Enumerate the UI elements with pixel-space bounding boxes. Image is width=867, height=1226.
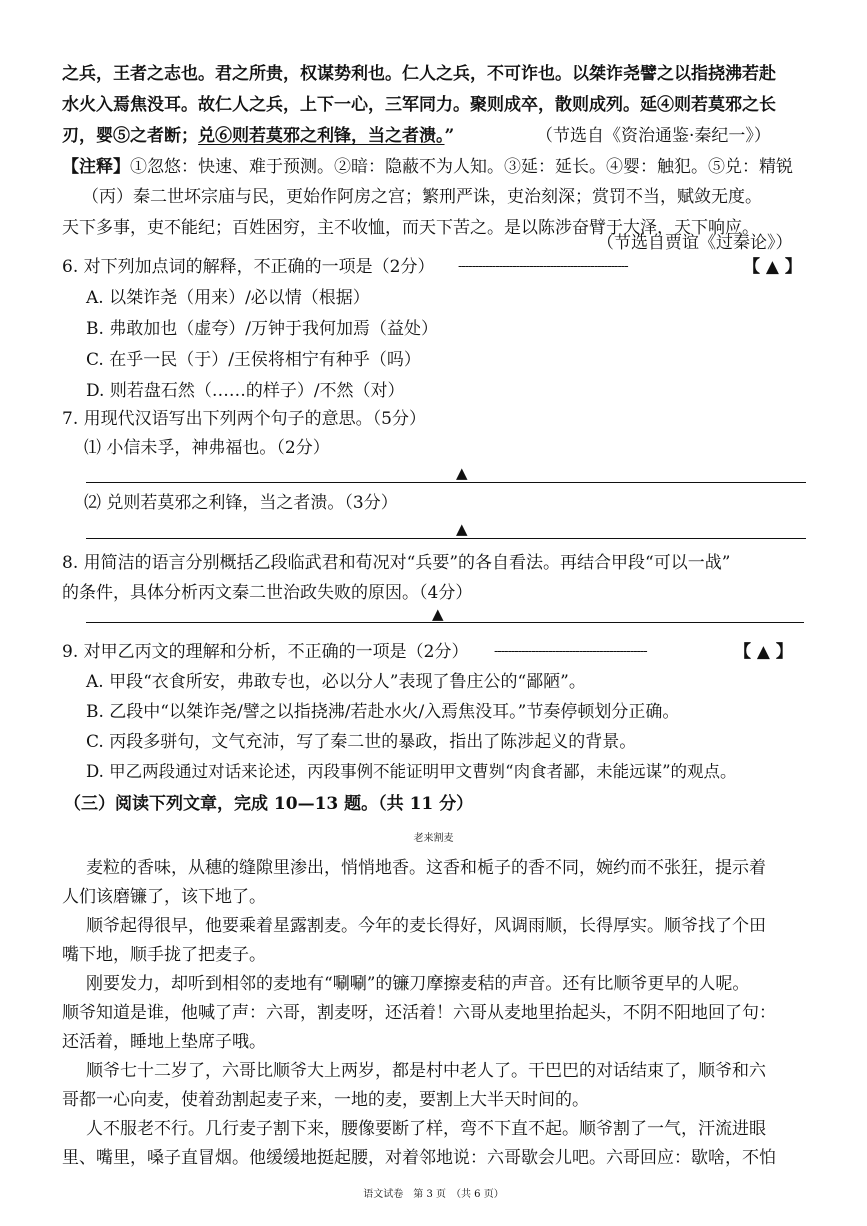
notes-label: 【注释】 [62, 157, 130, 177]
notes-text: ①忽悠：快速、难于预测。②暗：隐蔽不为人知。③延：延长。④婴：触犯。⑤兑：精锐 [130, 157, 793, 177]
q7-answer-line-2[interactable] [86, 538, 806, 539]
passage-yi-source: （节选自《资治通鉴·秦纪一》） [536, 126, 771, 146]
q6-option-c: C. 在乎一民（于）/王侯将相宁有种乎（吗） [86, 350, 421, 370]
passage-bing-line-1: （丙）秦二世坏宗庙与民，更始作阿房之宫；繁刑严诛，吏治刻深；赏罚不当，赋敛无度。 [82, 187, 762, 207]
answer-marker-icon: ▲ [456, 464, 468, 482]
story-line: 顺爷起得很早，他要乘着星露割麦。今年的麦长得好，风调雨顺，长得厚实。顺爷找了个田 [86, 916, 766, 936]
q8-line-2: 的条件，具体分析丙文秦二世治政失败的原因。（4分） [62, 583, 473, 603]
story-line: 刚要发力，却听到相邻的麦地有“唰唰”的镰刀摩擦麦秸的声音。还有比顺爷更早的人呢。 [86, 974, 750, 994]
q6-option-d: D. 则若盘石然（……的样子）/不然（对） [86, 381, 405, 401]
q9-option-d: D. 甲乙两段通过对话来论述，丙段事例不能证明甲文曹刿“肉食者鄙，未能远谋”的观点。 [86, 762, 737, 781]
passage-bing-source: （节选自贾谊《过秦论》） [597, 233, 793, 253]
section-3-heading: （三）阅读下列文章，完成 10—13 题。（共 11 分） [64, 794, 474, 814]
q7-sub-2: ⑵ 兑则若莫邪之利锋，当之者溃。（3分） [84, 493, 398, 513]
story-line: 人们该磨镰了，该下地了。 [62, 887, 266, 907]
passage-yi-line-3-start: 刃，婴⑤之者断； [62, 126, 198, 146]
q7-sub-1: ⑴ 小信未孚，神弗福也。（2分） [84, 438, 330, 458]
story-line: 麦粒的香味，从穗的缝隙里渗出，悄悄地香。这香和栀子的香不同，婉约而不张狂，提示着 [86, 858, 766, 878]
passage-yi-line-2: 水火入焉焦没耳。故仁人之兵，上下一心，三军同力。聚则成卒，散则成列。延④则若莫邪之长 [62, 95, 776, 115]
q8-line-1: 8. 用简洁的语言分别概括乙段临武君和荀况对“兵要”的各自看法。再结合甲段“可以一战” [62, 553, 731, 573]
closing-quote: ” [444, 126, 455, 146]
q8-answer-line[interactable] [86, 622, 804, 623]
q7-answer-line-1[interactable] [86, 482, 806, 483]
passage-yi-line-1: 之兵，王者之志也。君之所贵，权谋势利也。仁人之兵，不可诈也。以桀诈尧譬之以指挠沸若赴 [62, 64, 776, 84]
q7-stem: 7. 用现代汉语写出下列两个句子的意思。（5分） [62, 409, 426, 429]
q6-answer-bracket[interactable]: 【 ▲ 】 [743, 257, 802, 277]
story-title: 老来割麦 [413, 833, 454, 844]
q6-option-a: A. 以桀诈尧（用来）/必以情（根据） [86, 288, 370, 308]
q9-stem: 9. 对甲乙丙文的理解和分析，不正确的一项是（2分） [62, 642, 469, 662]
passage-yi-line-3 [62, 125, 454, 147]
q6-option-b: B. 弗敢加也（虚夸）/万钟于我何加焉（益处） [86, 319, 439, 339]
story-line: 人不服老不行。几行麦子割下来，腰像要断了样，弯不下直不起。顺爷割了一气，汗流进眼 [86, 1119, 766, 1139]
page-footer: 语文试卷 第 3 页 （共 6 页） [363, 1189, 504, 1200]
answer-marker-icon: ▲ [456, 520, 468, 538]
q6-dashes: -------------------------------------------------- [458, 259, 628, 274]
story-line: 顺爷七十二岁了，六哥比顺爷大上两岁，都是村中老人了。干巴巴的对话结束了，顺爷和六 [86, 1061, 766, 1081]
story-line: 还活着，睡地上垫席子哦。 [62, 1032, 266, 1052]
notes [62, 156, 793, 178]
underlined-sentence: 兑⑥则若莫邪之利锋，当之者溃。 [198, 126, 445, 146]
story-line: 顺爷知道是谁，他喊了声：六哥，割麦呀，还活着！六哥从麦地里抬起头，不阴不阳地回了句： [62, 1003, 776, 1023]
story-line: 哥都一心向麦，使着劲割起麦子来，一地的麦，要割上大半天时间的。 [62, 1090, 589, 1110]
q6-stem: 6. 对下列加点词的解释，不正确的一项是（2分） [62, 257, 435, 277]
q9-option-b: B. 乙段中“以桀诈尧/譬之以指挠沸/若赴水火/入焉焦没耳。”节奏停顿划分正确。 [86, 702, 680, 722]
q9-option-c: C. 丙段多骈句，文气充沛，写了秦二世的暴政，指出了陈涉起义的背景。 [86, 732, 637, 752]
story-line: 里、嘴里，嗓子直冒烟。他缓缓地挺起腰，对着邻地说：六哥歇会儿吧。六哥回应：歇啥，不怕 [62, 1148, 776, 1168]
passage-bing-line-2: 天下多事，吏不能纪；百姓困穷，主不收恤，而天下苦之。是以陈涉奋臂于大泽，天下响应。 [62, 218, 759, 238]
q9-dashes: --------------------------------------------- [494, 644, 647, 659]
q9-option-a: A. 甲段“衣食所安，弗敢专也，必以分人”表现了鲁庄公的“鄙陋”。 [86, 672, 586, 692]
q9-answer-bracket[interactable]: 【 ▲ 】 [734, 642, 793, 662]
story-line: 嘴下地，顺手拢了把麦子。 [62, 945, 266, 965]
answer-marker-icon: ▲ [432, 605, 444, 623]
